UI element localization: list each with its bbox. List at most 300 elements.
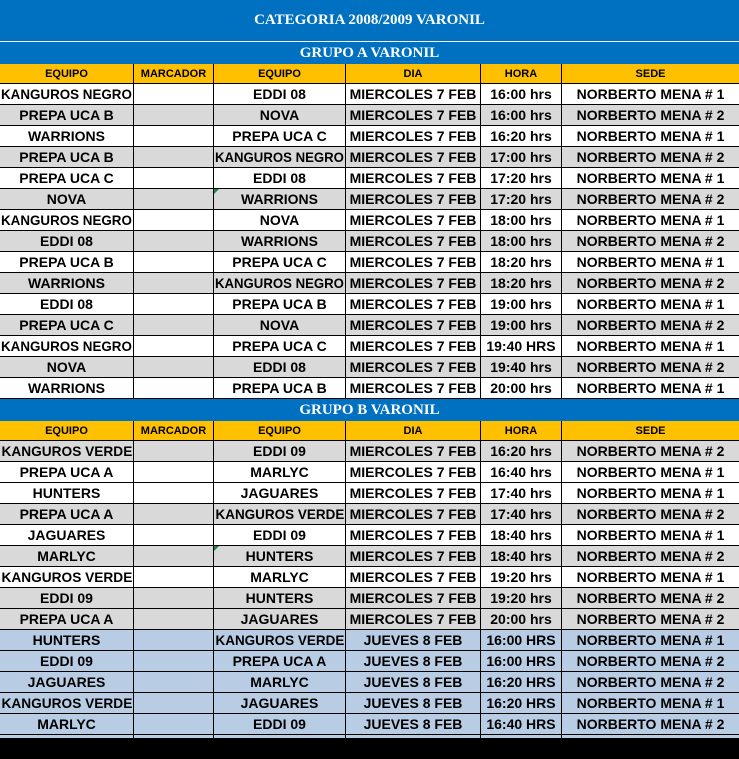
score-cell[interactable] (134, 126, 214, 146)
time-cell[interactable] (481, 105, 562, 125)
team-1-cell[interactable] (0, 462, 134, 482)
venue-cell-text: NORBERTO MENA # 2 (576, 716, 725, 732)
score-cell[interactable] (134, 441, 214, 461)
venue-cell[interactable] (562, 294, 739, 314)
day-cell[interactable] (346, 693, 481, 713)
table-row (0, 588, 739, 609)
day-cell-text: MIERCOLES 7 FEB (349, 191, 477, 207)
venue-cell-text: NORBERTO MENA # 2 (576, 359, 725, 375)
table-row (0, 126, 739, 147)
score-cell[interactable] (134, 147, 214, 167)
team-2-cell-text: MARLYC (250, 569, 309, 585)
team-1-cell-text: MARLYC (37, 716, 96, 732)
team-1-cell[interactable] (0, 273, 134, 293)
column-header-row (0, 64, 739, 84)
venue-cell[interactable] (562, 252, 739, 272)
venue-cell[interactable] (562, 651, 739, 671)
time-cell[interactable] (481, 714, 562, 734)
team-1-cell[interactable] (0, 546, 134, 566)
team-2-cell-text: EDDI 08 (253, 170, 306, 186)
time-cell[interactable] (481, 315, 562, 335)
day-cell[interactable] (346, 294, 481, 314)
score-cell[interactable] (134, 672, 214, 692)
venue-cell-text: NORBERTO MENA # 1 (576, 380, 725, 396)
venue-cell[interactable] (562, 609, 739, 629)
team-2-cell-text: JAGUARES (240, 695, 319, 711)
table-row (0, 105, 739, 126)
day-cell[interactable] (346, 357, 481, 377)
team-1-cell-text: KANGUROS VERDE (1, 569, 132, 585)
team-2-cell[interactable] (214, 588, 346, 608)
team-2-cell[interactable] (214, 294, 346, 314)
time-cell-text: 19:20 hrs (490, 569, 552, 585)
score-cell[interactable] (134, 504, 214, 524)
team-2-cell-text: PREPA UCA B (232, 296, 327, 312)
team-1-cell-text: PREPA UCA A (19, 464, 114, 480)
time-cell[interactable] (481, 567, 562, 587)
team-1-cell-text: PREPA UCA C (19, 317, 114, 333)
venue-cell[interactable] (562, 483, 739, 503)
table-row (0, 441, 739, 462)
score-cell[interactable] (134, 483, 214, 503)
team-1-cell[interactable] (0, 609, 134, 629)
day-cell[interactable] (346, 525, 481, 545)
venue-cell[interactable] (562, 315, 739, 335)
time-cell-text: 19:40 hrs (490, 359, 552, 375)
time-cell[interactable] (481, 441, 562, 461)
venue-cell[interactable] (562, 504, 739, 524)
day-cell[interactable] (346, 630, 481, 650)
venue-cell[interactable] (562, 168, 739, 188)
team-2-cell-text: WARRIONS (241, 233, 318, 249)
team-1-cell[interactable] (0, 105, 134, 125)
team-2-cell[interactable] (214, 273, 346, 293)
group-title: GRUPO B VARONIL (0, 399, 739, 421)
time-cell[interactable] (481, 336, 562, 356)
venue-cell[interactable] (562, 231, 739, 251)
group-title: GRUPO A VARONIL (0, 42, 739, 64)
score-cell[interactable] (134, 210, 214, 230)
day-cell-text: MIERCOLES 7 FEB (349, 359, 477, 375)
venue-cell[interactable] (562, 378, 739, 398)
day-cell[interactable] (346, 651, 481, 671)
team-2-cell-text: MARLYC (250, 674, 309, 690)
venue-cell[interactable] (562, 210, 739, 230)
venue-cell-text: NORBERTO MENA # 1 (576, 695, 725, 711)
score-cell[interactable] (134, 273, 214, 293)
team-1-cell[interactable] (0, 504, 134, 524)
time-cell[interactable] (481, 546, 562, 566)
team-1-cell[interactable] (0, 378, 134, 398)
day-cell-text: MIERCOLES 7 FEB (349, 485, 477, 501)
table-row (0, 630, 739, 651)
team-2-cell-text: NOVA (259, 107, 300, 123)
time-cell[interactable] (481, 693, 562, 713)
team-2-cell[interactable] (214, 651, 346, 671)
team-2-cell-text: MARLYC (250, 464, 309, 480)
team-1-cell-text: PREPA UCA C (19, 170, 114, 186)
score-cell[interactable] (134, 105, 214, 125)
venue-cell-text: NORBERTO MENA # 2 (576, 149, 725, 165)
team-2-cell-text: PREPA UCA C (232, 128, 327, 144)
venue-cell[interactable] (562, 357, 739, 377)
score-cell[interactable] (134, 315, 214, 335)
time-cell-text: 17:20 hrs (490, 170, 552, 186)
day-cell-text: MIERCOLES 7 FEB (349, 506, 477, 522)
time-cell-text: 18:00 hrs (490, 212, 552, 228)
team-1-cell[interactable] (0, 588, 134, 608)
score-cell[interactable] (134, 378, 214, 398)
time-cell-text: 19:40 HRS (486, 338, 556, 354)
team-1-cell[interactable] (0, 714, 134, 734)
team-2-cell[interactable] (214, 168, 346, 188)
score-cell[interactable] (134, 189, 214, 209)
venue-cell[interactable] (562, 105, 739, 125)
day-cell[interactable] (346, 231, 481, 251)
time-cell-text: 18:40 hrs (490, 548, 552, 564)
time-cell[interactable] (481, 357, 562, 377)
score-cell[interactable] (134, 84, 214, 104)
day-cell[interactable] (346, 273, 481, 293)
time-cell-text: 17:00 hrs (490, 149, 552, 165)
team-2-cell[interactable] (214, 357, 346, 377)
table-row (0, 462, 739, 483)
table-row (0, 336, 739, 357)
team-1-cell-text: EDDI 08 (40, 233, 93, 249)
team-2-cell[interactable] (214, 567, 346, 587)
venue-cell-text: NORBERTO MENA # 2 (576, 275, 725, 291)
venue-cell[interactable] (562, 546, 739, 566)
day-cell-text: MIERCOLES 7 FEB (349, 107, 477, 123)
team-2-cell[interactable] (214, 525, 346, 545)
column-header-row (0, 421, 739, 441)
venue-cell[interactable] (562, 462, 739, 482)
team-2-cell[interactable] (214, 252, 346, 272)
table-row (0, 714, 739, 735)
time-cell-text: 16:00 hrs (490, 86, 552, 102)
day-cell-text: MIERCOLES 7 FEB (349, 338, 477, 354)
time-cell[interactable] (481, 483, 562, 503)
table-row (0, 357, 739, 378)
time-cell[interactable] (481, 168, 562, 188)
day-cell[interactable] (346, 588, 481, 608)
groups-container (0, 42, 739, 756)
day-cell-text: JUEVES 8 FEB (363, 632, 463, 648)
score-cell[interactable] (134, 609, 214, 629)
day-cell[interactable] (346, 378, 481, 398)
day-cell[interactable] (346, 315, 481, 335)
venue-cell[interactable] (562, 588, 739, 608)
venue-cell-text: NORBERTO MENA # 1 (576, 86, 725, 102)
table-row (0, 315, 739, 336)
time-cell[interactable] (481, 504, 562, 524)
day-cell[interactable] (346, 336, 481, 356)
score-cell[interactable] (134, 294, 214, 314)
team-1-cell[interactable] (0, 441, 134, 461)
time-cell[interactable] (481, 462, 562, 482)
venue-cell[interactable] (562, 189, 739, 209)
team-2-cell-text: PREPA UCA B (232, 380, 327, 396)
bottom-bar (0, 738, 739, 759)
team-1-cell[interactable] (0, 336, 134, 356)
time-cell-text: 18:20 hrs (490, 275, 552, 291)
team-2-cell[interactable] (214, 546, 346, 566)
comment-marker-icon (214, 189, 219, 194)
venue-cell[interactable] (562, 672, 739, 692)
team-2-cell-text: EDDI 08 (253, 86, 306, 102)
table-row (0, 252, 739, 273)
table-row (0, 168, 739, 189)
team-1-cell-text: JAGUARES (27, 674, 106, 690)
venue-cell-text: NORBERTO MENA # 2 (576, 548, 725, 564)
table-row (0, 567, 739, 588)
team-2-cell-text: PREPA UCA C (232, 254, 327, 270)
team-2-cell[interactable] (214, 441, 346, 461)
team-2-cell[interactable] (214, 672, 346, 692)
team-1-cell[interactable] (0, 672, 134, 692)
table-row (0, 378, 739, 399)
table-row (0, 273, 739, 294)
day-cell[interactable] (346, 126, 481, 146)
team-2-cell[interactable] (214, 693, 346, 713)
team-1-cell-text: WARRIONS (28, 128, 105, 144)
score-cell[interactable] (134, 693, 214, 713)
team-2-cell-text: JAGUARES (240, 485, 319, 501)
team-2-cell-text: KANGUROS VERDE (215, 506, 344, 522)
day-cell-text: MIERCOLES 7 FEB (349, 86, 477, 102)
venue-cell-text: NORBERTO MENA # 2 (576, 506, 725, 522)
header-dia: DIA (346, 64, 481, 83)
table-row (0, 546, 739, 567)
score-cell[interactable] (134, 714, 214, 734)
score-cell[interactable] (134, 588, 214, 608)
score-cell[interactable] (134, 168, 214, 188)
team-1-cell[interactable] (0, 693, 134, 713)
time-cell-text: 18:00 hrs (490, 233, 552, 249)
venue-cell[interactable] (562, 84, 739, 104)
team-1-cell-text: PREPA UCA A (19, 611, 114, 627)
score-cell[interactable] (134, 567, 214, 587)
time-cell[interactable] (481, 651, 562, 671)
time-cell[interactable] (481, 252, 562, 272)
team-1-cell[interactable] (0, 651, 134, 671)
header-equipo1: EQUIPO (0, 64, 134, 83)
time-cell-text: 16:20 hrs (490, 128, 552, 144)
time-cell[interactable] (481, 147, 562, 167)
score-cell[interactable] (134, 525, 214, 545)
time-cell-text: 16:20 hrs (490, 443, 552, 459)
team-2-cell[interactable] (214, 315, 346, 335)
venue-cell[interactable] (562, 273, 739, 293)
team-2-cell[interactable] (214, 336, 346, 356)
venue-cell[interactable] (562, 147, 739, 167)
team-2-cell-text: KANGUROS VERDE (215, 632, 344, 648)
day-cell-text: JUEVES 8 FEB (363, 653, 463, 669)
day-cell-text: MIERCOLES 7 FEB (349, 548, 477, 564)
time-cell[interactable] (481, 588, 562, 608)
team-1-cell[interactable] (0, 357, 134, 377)
team-2-cell[interactable] (214, 105, 346, 125)
time-cell-text: 20:00 hrs (490, 611, 552, 627)
team-2-cell[interactable] (214, 630, 346, 650)
comment-marker-icon (214, 546, 219, 551)
venue-cell-text: NORBERTO MENA # 2 (576, 443, 725, 459)
day-cell[interactable] (346, 168, 481, 188)
day-cell-text: MIERCOLES 7 FEB (349, 380, 477, 396)
team-1-cell-text: PREPA UCA B (19, 107, 114, 123)
day-cell-text: JUEVES 8 FEB (363, 716, 463, 732)
time-cell-text: 16:40 hrs (490, 464, 552, 480)
score-cell[interactable] (134, 252, 214, 272)
time-cell-text: 16:00 HRS (486, 632, 556, 648)
table-row (0, 609, 739, 630)
day-cell[interactable] (346, 546, 481, 566)
team-1-cell-text: PREPA UCA A (19, 506, 114, 522)
sheet-title: CATEGORIA 2008/2009 VARONIL (0, 0, 739, 42)
day-cell[interactable] (346, 567, 481, 587)
team-2-cell-text: EDDI 09 (253, 443, 306, 459)
time-cell[interactable] (481, 189, 562, 209)
time-cell[interactable] (481, 210, 562, 230)
venue-cell[interactable] (562, 567, 739, 587)
team-2-cell-text: KANGUROS NEGRO (215, 275, 344, 291)
team-1-cell[interactable] (0, 231, 134, 251)
team-1-cell-text: WARRIONS (28, 380, 105, 396)
venue-cell-text: NORBERTO MENA # 1 (576, 485, 725, 501)
team-1-cell-text: EDDI 09 (40, 590, 93, 606)
score-cell[interactable] (134, 546, 214, 566)
team-2-cell-text: EDDI 08 (253, 359, 306, 375)
time-cell[interactable] (481, 672, 562, 692)
team-1-cell-text: EDDI 08 (40, 296, 93, 312)
team-1-cell[interactable] (0, 315, 134, 335)
table-row (0, 210, 739, 231)
day-cell[interactable] (346, 84, 481, 104)
time-cell[interactable] (481, 525, 562, 545)
header-sede: SEDE (635, 424, 666, 437)
team-2-cell[interactable] (214, 462, 346, 482)
day-cell[interactable] (346, 252, 481, 272)
day-cell[interactable] (346, 210, 481, 230)
score-cell[interactable] (134, 336, 214, 356)
time-cell[interactable] (481, 378, 562, 398)
time-cell[interactable] (481, 294, 562, 314)
team-2-cell-text: HUNTERS (245, 548, 314, 564)
team-1-cell[interactable] (0, 525, 134, 545)
day-cell[interactable] (346, 189, 481, 209)
score-cell[interactable] (134, 462, 214, 482)
time-cell[interactable] (481, 630, 562, 650)
team-2-cell[interactable] (214, 84, 346, 104)
day-cell[interactable] (346, 714, 481, 734)
time-cell[interactable] (481, 609, 562, 629)
venue-cell[interactable] (562, 630, 739, 650)
team-1-cell[interactable] (0, 126, 134, 146)
team-1-cell-text: NOVA (46, 359, 87, 375)
team-1-cell[interactable] (0, 189, 134, 209)
score-cell[interactable] (134, 630, 214, 650)
venue-cell-text: NORBERTO MENA # 2 (576, 107, 725, 123)
venue-cell-text: NORBERTO MENA # 1 (576, 254, 725, 270)
time-cell[interactable] (481, 231, 562, 251)
team-2-cell[interactable] (214, 126, 346, 146)
day-cell[interactable] (346, 609, 481, 629)
table-row (0, 483, 739, 504)
team-2-cell[interactable] (214, 231, 346, 251)
team-1-cell[interactable] (0, 147, 134, 167)
day-cell-text: MIERCOLES 7 FEB (349, 527, 477, 543)
team-2-cell-text: WARRIONS (241, 191, 318, 207)
team-1-cell[interactable] (0, 630, 134, 650)
team-1-cell[interactable] (0, 567, 134, 587)
team-1-cell[interactable] (0, 252, 134, 272)
score-cell[interactable] (134, 231, 214, 251)
team-1-cell[interactable] (0, 210, 134, 230)
team-2-cell-text: PREPA UCA C (232, 338, 327, 354)
team-1-cell-text: JAGUARES (27, 527, 106, 543)
venue-cell[interactable] (562, 714, 739, 734)
team-2-cell[interactable] (214, 189, 346, 209)
header-equipo2: EQUIPO (214, 421, 346, 440)
venue-cell[interactable] (562, 441, 739, 461)
score-cell[interactable] (134, 357, 214, 377)
table-row (0, 693, 739, 714)
day-cell[interactable] (346, 441, 481, 461)
time-cell-text: 18:20 hrs (490, 254, 552, 270)
day-cell[interactable] (346, 147, 481, 167)
venue-cell[interactable] (562, 525, 739, 545)
team-2-cell[interactable] (214, 378, 346, 398)
day-cell-text: MIERCOLES 7 FEB (349, 296, 477, 312)
time-cell[interactable] (481, 126, 562, 146)
team-2-cell-text: HUNTERS (245, 590, 314, 606)
team-2-cell[interactable] (214, 714, 346, 734)
venue-cell[interactable] (562, 693, 739, 713)
day-cell[interactable] (346, 672, 481, 692)
time-cell-text: 19:00 hrs (490, 296, 552, 312)
team-1-cell-text: PREPA UCA B (19, 149, 114, 165)
day-cell[interactable] (346, 105, 481, 125)
team-1-cell[interactable] (0, 294, 134, 314)
team-2-cell[interactable] (214, 483, 346, 503)
team-1-cell[interactable] (0, 84, 134, 104)
team-2-cell-text: JAGUARES (240, 611, 319, 627)
day-cell[interactable] (346, 504, 481, 524)
time-cell[interactable] (481, 273, 562, 293)
day-cell-text: MIERCOLES 7 FEB (349, 233, 477, 249)
table-row (0, 147, 739, 168)
venue-cell-text: NORBERTO MENA # 1 (576, 338, 725, 354)
team-2-cell[interactable] (214, 147, 346, 167)
team-1-cell[interactable] (0, 168, 134, 188)
team-2-cell[interactable] (214, 210, 346, 230)
table-row (0, 525, 739, 546)
day-cell-text: JUEVES 8 FEB (363, 674, 463, 690)
day-cell-text: MIERCOLES 7 FEB (349, 611, 477, 627)
score-cell[interactable] (134, 651, 214, 671)
venue-cell[interactable] (562, 126, 739, 146)
team-2-cell[interactable] (214, 609, 346, 629)
table-row (0, 231, 739, 252)
day-cell-text: MIERCOLES 7 FEB (349, 317, 477, 333)
day-cell[interactable] (346, 483, 481, 503)
team-1-cell-text: NOVA (46, 191, 87, 207)
day-cell[interactable] (346, 462, 481, 482)
team-2-cell[interactable] (214, 504, 346, 524)
team-1-cell[interactable] (0, 483, 134, 503)
time-cell[interactable] (481, 84, 562, 104)
venue-cell[interactable] (562, 336, 739, 356)
